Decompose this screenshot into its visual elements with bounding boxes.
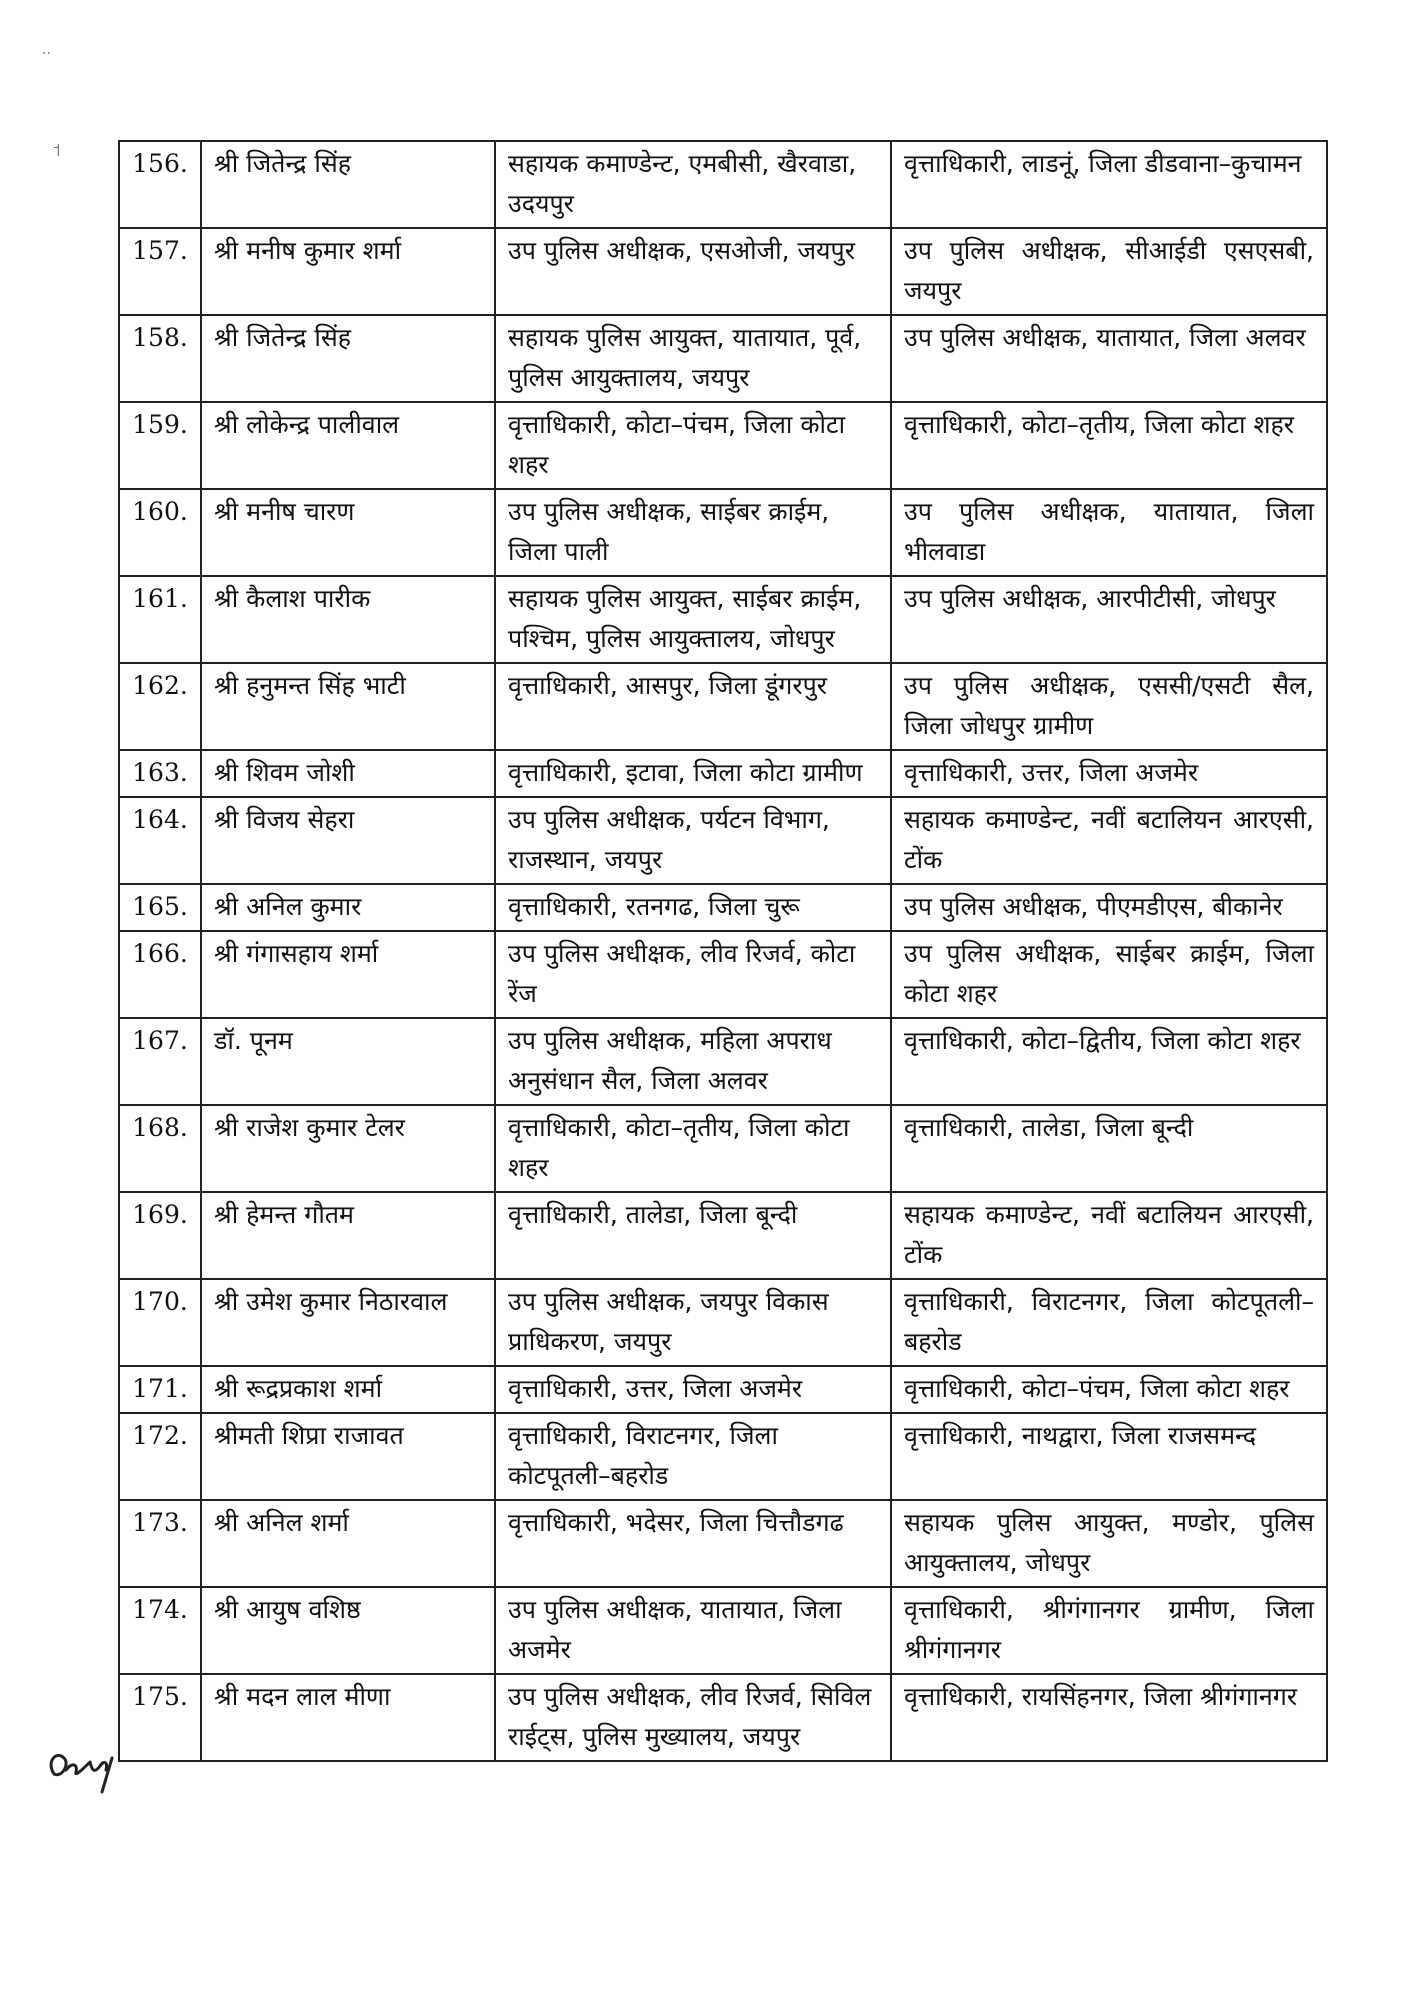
current-post-cell: वृत्ताधिकारी, तालेडा, जिला बून्दी: [495, 1192, 891, 1279]
table-row: [119, 1587, 1327, 1674]
current-post-cell: वृत्ताधिकारी, कोटा–पंचम, जिला कोटा शहर: [495, 402, 891, 489]
new-post-cell: वृत्ताधिकारी, रायसिंहनगर, जिला श्रीगंगानगर: [891, 1674, 1327, 1761]
officer-name-cell: श्री गंगासहाय शर्मा: [201, 931, 495, 1018]
table-row: [119, 402, 1327, 489]
current-post-cell: वृत्ताधिकारी, भदेसर, जिला चित्तौडगढ: [495, 1500, 891, 1587]
new-post-cell: उप पुलिस अधीक्षक, एससी/एसटी सैल, जिला जोधपुर ग्रामीण: [891, 663, 1327, 750]
table-row: [119, 1018, 1327, 1105]
table-row: [119, 489, 1327, 576]
table-row: [119, 228, 1327, 315]
table-row: [119, 1192, 1327, 1279]
current-post-cell: उप पुलिस अधीक्षक, एसओजी, जयपुर: [495, 228, 891, 315]
officer-name-cell: श्री शिवम जोशी: [201, 750, 495, 797]
officer-name-cell: डॉ. पूनम: [201, 1018, 495, 1105]
serial-number-cell: 158.: [119, 315, 201, 402]
transfer-list-body: [119, 141, 1327, 1761]
current-post-cell: वृत्ताधिकारी, विराटनगर, जिला कोटपूतली–बहरोड: [495, 1413, 891, 1500]
current-post-cell: उप पुलिस अधीक्षक, साईबर क्राईम, जिला पाली: [495, 489, 891, 576]
officer-name-cell: श्री आयुष वशिष्ठ: [201, 1587, 495, 1674]
current-post-cell: सहायक पुलिस आयुक्त, यातायात, पूर्व, पुलिस आयुक्तालय, जयपुर: [495, 315, 891, 402]
new-post-cell: सहायक कमाण्डेन्ट, नवीं बटालियन आरएसी, टोंक: [891, 1192, 1327, 1279]
officer-name-cell: श्री मनीष चारण: [201, 489, 495, 576]
table-row: [119, 1674, 1327, 1761]
current-post-cell: वृत्ताधिकारी, इटावा, जिला कोटा ग्रामीण: [495, 750, 891, 797]
new-post-cell: वृत्ताधिकारी, विराटनगर, जिला कोटपूतली–बहरोड: [891, 1279, 1327, 1366]
new-post-cell: उप पुलिस अधीक्षक, साईबर क्राईम, जिला कोटा शहर: [891, 931, 1327, 1018]
scan-tick-mark: ˦: [52, 140, 61, 161]
serial-number-cell: 162.: [119, 663, 201, 750]
serial-number-cell: 160.: [119, 489, 201, 576]
officer-name-cell: श्री हनुमन्त सिंह भाटी: [201, 663, 495, 750]
current-post-cell: उप पुलिस अधीक्षक, यातायात, जिला अजमेर: [495, 1587, 891, 1674]
serial-number-cell: 170.: [119, 1279, 201, 1366]
new-post-cell: वृत्ताधिकारी, नाथद्वारा, जिला राजसमन्द: [891, 1413, 1327, 1500]
serial-number-cell: 161.: [119, 576, 201, 663]
table-row: [119, 884, 1327, 931]
new-post-cell: सहायक पुलिस आयुक्त, मण्डोर, पुलिस आयुक्तालय, जोधपुर: [891, 1500, 1327, 1587]
table-row: [119, 141, 1327, 228]
officer-name-cell: श्री मनीष कुमार शर्मा: [201, 228, 495, 315]
current-post-cell: वृत्ताधिकारी, कोटा–तृतीय, जिला कोटा शहर: [495, 1105, 891, 1192]
new-post-cell: उप पुलिस अधीक्षक, यातायात, जिला भीलवाडा: [891, 489, 1327, 576]
serial-number-cell: 156.: [119, 141, 201, 228]
new-post-cell: वृत्ताधिकारी, श्रीगंगानगर ग्रामीण, जिला श्रीगंगानगर: [891, 1587, 1327, 1674]
table-row: [119, 1279, 1327, 1366]
table-row: [119, 1105, 1327, 1192]
officer-name-cell: श्री हेमन्त गौतम: [201, 1192, 495, 1279]
current-post-cell: वृत्ताधिकारी, उत्तर, जिला अजमेर: [495, 1366, 891, 1413]
serial-number-cell: 174.: [119, 1587, 201, 1674]
transfer-list-table: [118, 140, 1328, 1762]
new-post-cell: वृत्ताधिकारी, कोटा–तृतीय, जिला कोटा शहर: [891, 402, 1327, 489]
officer-name-cell: श्री मदन लाल मीणा: [201, 1674, 495, 1761]
new-post-cell: वृत्ताधिकारी, उत्तर, जिला अजमेर: [891, 750, 1327, 797]
officer-name-cell: श्री लोकेन्द्र पालीवाल: [201, 402, 495, 489]
new-post-cell: उप पुलिस अधीक्षक, आरपीटीसी, जोधपुर: [891, 576, 1327, 663]
serial-number-cell: 171.: [119, 1366, 201, 1413]
officer-name-cell: श्री विजय सेहरा: [201, 797, 495, 884]
current-post-cell: उप पुलिस अधीक्षक, लीव रिजर्व, सिविल राईट्स, पुलिस मुख्यालय, जयपुर: [495, 1674, 891, 1761]
current-post-cell: वृत्ताधिकारी, आसपुर, जिला डूंगरपुर: [495, 663, 891, 750]
officer-name-cell: श्री कैलाश पारीक: [201, 576, 495, 663]
table-row: [119, 1413, 1327, 1500]
new-post-cell: वृत्ताधिकारी, तालेडा, जिला बून्दी: [891, 1105, 1327, 1192]
officer-name-cell: श्री रूद्रप्रकाश शर्मा: [201, 1366, 495, 1413]
serial-number-cell: 157.: [119, 228, 201, 315]
table-row: [119, 315, 1327, 402]
new-post-cell: वृत्ताधिकारी, कोटा–पंचम, जिला कोटा शहर: [891, 1366, 1327, 1413]
officer-name-cell: श्री अनिल शर्मा: [201, 1500, 495, 1587]
current-post-cell: उप पुलिस अधीक्षक, जयपुर विकास प्राधिकरण, जयपुर: [495, 1279, 891, 1366]
new-post-cell: वृत्ताधिकारी, लाडनूं, जिला डीडवाना–कुचामन: [891, 141, 1327, 228]
current-post-cell: उप पुलिस अधीक्षक, पर्यटन विभाग, राजस्थान, जयपुर: [495, 797, 891, 884]
scan-dot-mark: ··: [42, 46, 51, 62]
serial-number-cell: 173.: [119, 1500, 201, 1587]
serial-number-cell: 166.: [119, 931, 201, 1018]
current-post-cell: उप पुलिस अधीक्षक, महिला अपराध अनुसंधान सैल, जिला अलवर: [495, 1018, 891, 1105]
serial-number-cell: 167.: [119, 1018, 201, 1105]
new-post-cell: उप पुलिस अधीक्षक, पीएमडीएस, बीकानेर: [891, 884, 1327, 931]
new-post-cell: उप पुलिस अधीक्षक, सीआईडी एसएसबी, जयपुर: [891, 228, 1327, 315]
serial-number-cell: 163.: [119, 750, 201, 797]
current-post-cell: उप पुलिस अधीक्षक, लीव रिजर्व, कोटा रेंज: [495, 931, 891, 1018]
table-row: [119, 576, 1327, 663]
officer-name-cell: श्री जितेन्द्र सिंह: [201, 315, 495, 402]
new-post-cell: सहायक कमाण्डेन्ट, नवीं बटालियन आरएसी, टोंक: [891, 797, 1327, 884]
serial-number-cell: 175.: [119, 1674, 201, 1761]
serial-number-cell: 169.: [119, 1192, 201, 1279]
serial-number-cell: 168.: [119, 1105, 201, 1192]
serial-number-cell: 172.: [119, 1413, 201, 1500]
serial-number-cell: 164.: [119, 797, 201, 884]
current-post-cell: सहायक पुलिस आयुक्त, साईबर क्राईम, पश्चिम, पुलिस आयुक्तालय, जोधपुर: [495, 576, 891, 663]
new-post-cell: वृत्ताधिकारी, कोटा–द्वितीय, जिला कोटा शहर: [891, 1018, 1327, 1105]
table-row: [119, 1366, 1327, 1413]
officer-name-cell: श्री राजेश कुमार टेलर: [201, 1105, 495, 1192]
handwritten-initials-signature: [42, 1740, 152, 1800]
serial-number-cell: 159.: [119, 402, 201, 489]
current-post-cell: सहायक कमाण्डेन्ट, एमबीसी, खैरवाडा, उदयपुर: [495, 141, 891, 228]
current-post-cell: वृत्ताधिकारी, रतनगढ, जिला चुरू: [495, 884, 891, 931]
table-row: [119, 663, 1327, 750]
table-row: [119, 797, 1327, 884]
table-row: [119, 750, 1327, 797]
table-row: [119, 1500, 1327, 1587]
table-row: [119, 931, 1327, 1018]
officer-name-cell: श्रीमती शिप्रा राजावत: [201, 1413, 495, 1500]
officer-name-cell: श्री जितेन्द्र सिंह: [201, 141, 495, 228]
officer-name-cell: श्री अनिल कुमार: [201, 884, 495, 931]
serial-number-cell: 165.: [119, 884, 201, 931]
new-post-cell: उप पुलिस अधीक्षक, यातायात, जिला अलवर: [891, 315, 1327, 402]
officer-name-cell: श्री उमेश कुमार निठारवाल: [201, 1279, 495, 1366]
